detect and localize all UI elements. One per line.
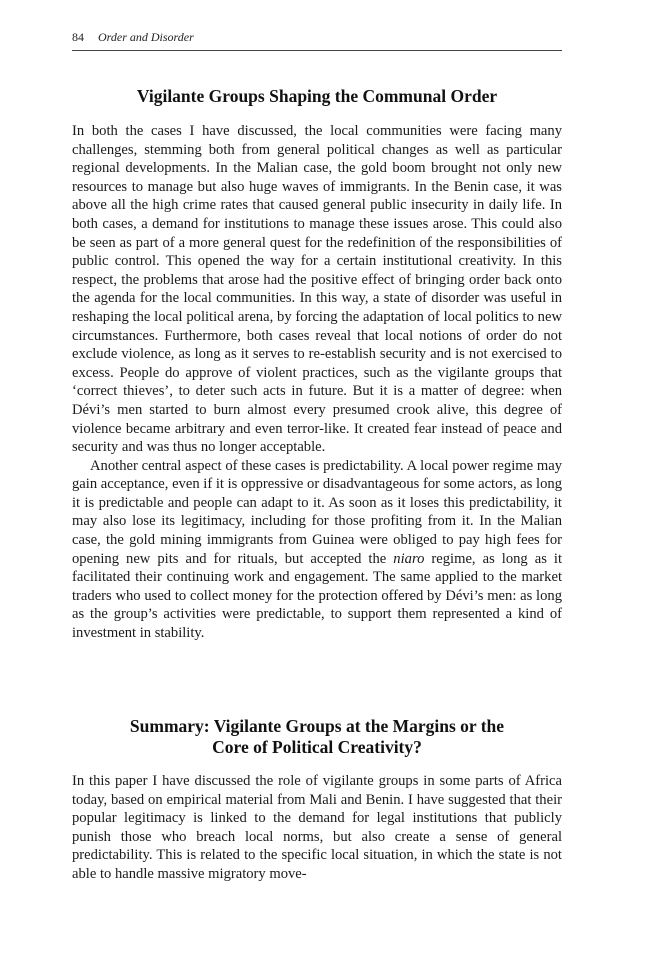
paragraph: In this paper I have discussed the role of vigilante groups in some parts of Africa today, based on empirical material from Mali and Benin. I have suggested that their popular legitimacy is linked to the demand for legal institutions that publicly punish those who breach local norms, but also create a sense of general predictability. This is related to the specific local situation, in which the state is not able to handle massive migratory move-	[72, 773, 562, 882]
page-number: 84	[72, 30, 84, 44]
running-header	[72, 30, 562, 51]
paragraph-text-part: Another central aspect of these cases is predictability. A local power regime may gain acceptance, even if it is oppressive or disadvantageous for some actors, as long it is predictable and people can adapt to it. As soon as it loses this predictability, it may also lose its legitimacy, including for those profiting from it. In the Malian case, the gold mining immigrants from Guinea were obliged to pay high fees for opening new pits and for rituals, but accepted the	[72, 457, 562, 567]
section-body-vigilante-groups	[72, 122, 562, 643]
paragraph-text-part: regime, as long as it facilitated their continuing work and engagement. The same applied to the market traders who used to collect money for the protection offered by Dévi’s men: as long as the group’s activities were predictable, to support them represented a kind of investment in stability.	[72, 550, 563, 642]
section-heading-summary	[72, 716, 562, 758]
section-body-summary	[72, 772, 562, 884]
running-title: Order and Disorder	[98, 30, 194, 44]
section-heading-vigilante-groups: Vigilante Groups Shaping the Communal Order	[136, 86, 498, 106]
italic-term: niaro	[393, 550, 425, 567]
heading-line: Summary: Vigilante Groups at the Margins or the	[129, 716, 505, 736]
paragraph	[72, 457, 562, 643]
paragraph: In both the cases I have discussed, the local communities were facing many challenges, stemming both from general political changes as well as particular regional developments. In the Malian case, the gold boom brought not only new resources to manage but also huge waves of immigrants. In the Benin case, it was above all the high crime rates that caused general public insecurity in daily life. In both cases, a demand for institutions to manage these issues arose. This could also be seen as part of a more general quest for the redefinition of the responsibilities of public control. This opened the way for a certain institutional creativity. In this respect, the problems that arose had the positive effect of bringing order back onto the agenda for the local communities. In this way, a state of disorder was useful in reshaping the local political arena, by forcing the adaptation of local politics to new circumstances. Furthermore, both cases reveal that local notions of order do not exclude violence, as long as it serves to re-establish security and is not exercised to excess. People do approve of violent practices, such as the vigilante groups that ‘correct thieves’, to deter such acts in future. But it is a matter of degree: when Dévi’s men started to burn almost every presumed crook alive, this degree of violence became arbitrary and even terror-like. It created fear instead of peace and security and was thus no longer acceptable.	[72, 123, 562, 456]
heading-line: Core of Political Creativity?	[212, 737, 422, 757]
